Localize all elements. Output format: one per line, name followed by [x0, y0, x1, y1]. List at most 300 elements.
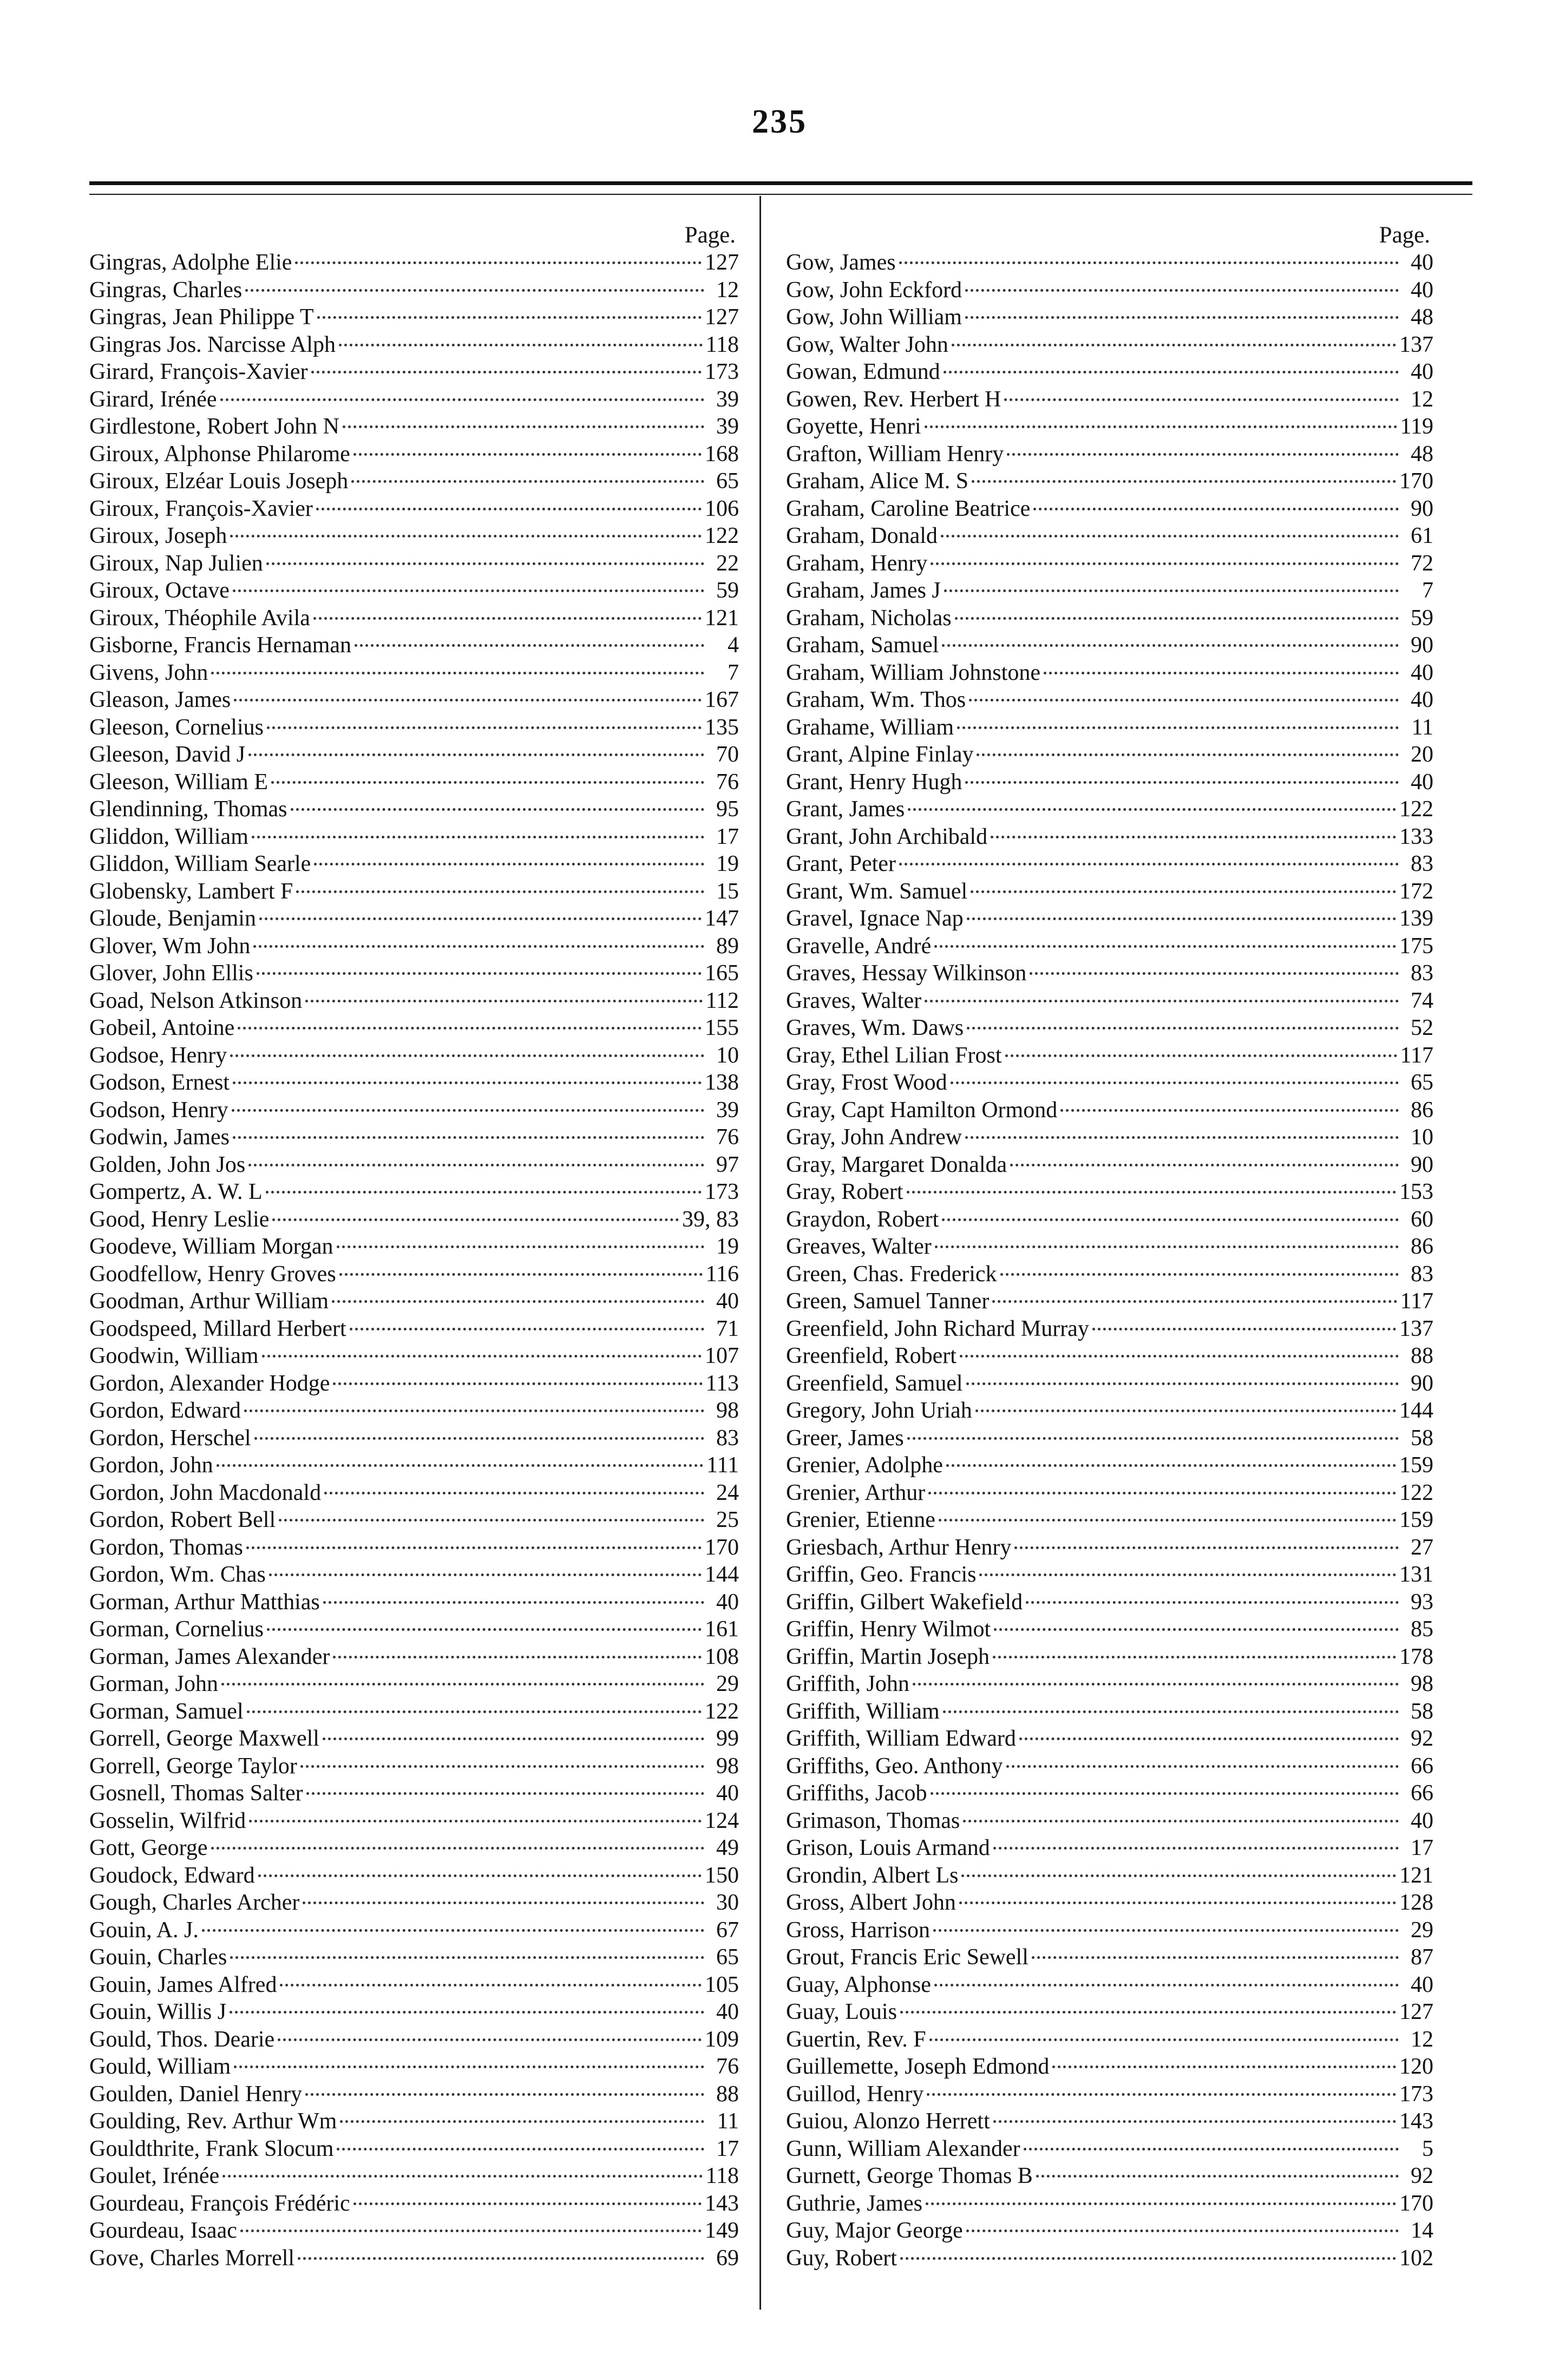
entry-page: 39: [716, 1097, 739, 1123]
entry-name: Gray, Capt Hamilton Ormond: [786, 1097, 1058, 1123]
entry-page: 5: [1422, 2136, 1433, 2161]
dot-leader: [311, 371, 702, 373]
entry-name: Gould, Thos. Dearie: [89, 2027, 275, 2052]
entry-name: Gliddon, William Searle: [89, 851, 311, 876]
index-entry: [89, 2053, 739, 2081]
entry-name: Gleeson, Cornelius: [89, 714, 264, 740]
entry-name: Guy, Robert: [786, 2245, 897, 2271]
dot-leader: [211, 1847, 704, 1850]
index-entry: [89, 441, 739, 468]
index-entry: [89, 1643, 739, 1671]
entry-page: 165: [705, 961, 739, 986]
entry-page: 19: [716, 851, 739, 876]
dot-leader: [1006, 1765, 1399, 1768]
entry-page: 173: [705, 359, 739, 384]
entry-name: Green, Samuel Tanner: [786, 1289, 990, 1314]
entry-name: Giroux, Elzéar Louis Joseph: [89, 469, 349, 494]
dot-leader: [1004, 398, 1399, 401]
dot-leader: [280, 1984, 702, 1986]
entry-name: Good, Henry Leslie: [89, 1207, 270, 1232]
dot-leader: [900, 2011, 1396, 2014]
entry-name: Golden, John Jos: [89, 1152, 246, 1177]
index-entry: [786, 1944, 1433, 1971]
index-entry: [786, 386, 1433, 414]
entry-name: Grant, Henry Hugh: [786, 769, 962, 795]
dot-leader: [248, 1164, 704, 1166]
entry-name: Goodwin, William: [89, 1343, 259, 1368]
dot-leader: [925, 425, 1397, 428]
dot-leader: [240, 2230, 702, 2232]
dot-leader: [1036, 2175, 1399, 2178]
dot-leader: [935, 1245, 1399, 1248]
entry-name: Gray, Margaret Donalda: [786, 1152, 1007, 1177]
entry-page: 144: [1399, 1398, 1433, 1423]
entry-page: 40: [1411, 660, 1433, 685]
entry-page: 175: [1399, 933, 1433, 959]
entry-name: Gorman, Cornelius: [89, 1617, 264, 1642]
dot-leader: [1032, 1956, 1399, 1959]
entry-page: 149: [705, 2218, 739, 2243]
entry-page: 155: [705, 1015, 739, 1040]
entry-page: 133: [1399, 824, 1433, 849]
dot-leader: [1060, 1109, 1399, 1112]
entry-page: 89: [716, 933, 739, 959]
dot-leader: [960, 1355, 1399, 1358]
entry-page: 74: [1411, 988, 1433, 1013]
entry-name: Givens, John: [89, 660, 208, 685]
index-entry: [786, 933, 1433, 960]
entry-name: Gregory, John Uriah: [786, 1398, 972, 1423]
index-entry: [786, 960, 1433, 987]
index-entry: [89, 796, 739, 823]
entry-name: Gordon, Edward: [89, 1398, 241, 1423]
entry-page: 112: [705, 988, 739, 1013]
index-entry: [786, 632, 1433, 659]
entry-page: 10: [716, 1043, 739, 1068]
entry-name: Grant, John Archibald: [786, 824, 988, 849]
entry-name: Goodman, Arthur William: [89, 1289, 329, 1314]
entry-name: Gow, John Eckford: [786, 277, 962, 303]
index-entry: [786, 1643, 1433, 1671]
dot-leader: [278, 2038, 702, 2041]
dot-leader: [337, 2148, 704, 2150]
entry-name: Graves, Wm. Daws: [786, 1015, 964, 1040]
dot-leader: [232, 1109, 704, 1112]
entry-page: 122: [705, 523, 739, 548]
dot-leader: [230, 535, 702, 537]
entry-name: Giroux, Nap Julien: [89, 550, 263, 576]
index-entry: [786, 1561, 1433, 1589]
entry-page: 17: [716, 2136, 739, 2161]
entry-name: Gott, George: [89, 1835, 208, 1860]
index-entry: [786, 1534, 1433, 1562]
entry-name: Griffith, John: [786, 1671, 909, 1696]
dot-leader: [259, 917, 702, 920]
entry-page: 25: [716, 1507, 739, 1532]
entry-page: 143: [1399, 2109, 1433, 2134]
entry-page: 109: [705, 2027, 739, 2052]
index-entry: [786, 1589, 1433, 1616]
index-entry: [89, 304, 739, 331]
index-entry: [89, 2245, 739, 2272]
entry-page: 83: [716, 1425, 739, 1451]
index-entry: [89, 632, 739, 659]
entry-page: 4: [728, 633, 739, 658]
index-entry: [786, 1998, 1433, 2026]
dot-leader: [230, 1956, 704, 1959]
entry-name: Graham, Caroline Beatrice: [786, 496, 1031, 521]
index-entry: [89, 386, 739, 414]
index-entry: [89, 1753, 739, 1780]
dot-leader: [993, 2120, 1396, 2123]
dot-leader: [313, 617, 702, 620]
column-divider: [759, 196, 761, 2310]
entry-page: 48: [1411, 305, 1433, 330]
index-entry: [786, 605, 1433, 632]
entry-page: 122: [1399, 1480, 1433, 1505]
entry-name: Gorrell, George Taylor: [89, 1753, 297, 1779]
entry-page: 7: [1422, 578, 1433, 603]
dot-leader: [202, 1929, 704, 1932]
entry-name: Graham, Nicholas: [786, 605, 952, 631]
index-entry: [89, 1534, 739, 1562]
entry-name: Griffin, Martin Joseph: [786, 1644, 990, 1669]
dot-leader: [262, 1355, 702, 1358]
entry-page: 117: [1400, 1043, 1433, 1068]
dot-leader: [934, 945, 1396, 948]
entry-page: 98: [1411, 1671, 1433, 1696]
entry-page: 71: [716, 1316, 739, 1341]
index-entry: [89, 1971, 739, 1999]
dot-leader: [279, 1519, 704, 1522]
entry-name: Graham, Henry: [786, 550, 928, 576]
dot-leader: [233, 1136, 704, 1139]
index-entry: [786, 1370, 1433, 1398]
entry-name: Girdlestone, Robert John N: [89, 414, 339, 439]
dot-leader: [266, 1191, 702, 1194]
dot-leader: [339, 344, 703, 346]
dot-leader: [971, 890, 1396, 893]
entry-name: Gourdeau, Isaac: [89, 2218, 237, 2243]
entry-page: 120: [1399, 2054, 1433, 2079]
entry-page: 95: [716, 797, 739, 822]
entry-name: Grafton, William Henry: [786, 441, 1004, 467]
entry-page: 40: [1411, 1808, 1433, 1833]
index-entry: [786, 1670, 1433, 1698]
entry-page: 139: [1399, 906, 1433, 931]
entry-page: 173: [1399, 2081, 1433, 2107]
entry-name: Goodfellow, Henry Groves: [89, 1261, 336, 1287]
index-entry: [786, 2081, 1433, 2108]
entry-name: Globensky, Lambert F: [89, 878, 293, 904]
entry-page: 93: [1411, 1589, 1433, 1615]
dot-leader: [1010, 1164, 1399, 1166]
dot-leader: [941, 535, 1399, 537]
index-entry: [89, 1315, 739, 1343]
dot-leader: [908, 808, 1396, 811]
entry-name: Graham, Donald: [786, 523, 938, 548]
index-entry: [89, 1862, 739, 1890]
entry-page: 76: [716, 1125, 739, 1150]
index-entry: [786, 2053, 1433, 2081]
entry-page: 107: [705, 1343, 739, 1368]
index-entry: [89, 1589, 739, 1616]
entry-page: 161: [705, 1617, 739, 1642]
index-entry: [89, 2217, 739, 2245]
entry-name: Gray, Ethel Lilian Frost: [786, 1043, 1002, 1068]
entry-name: Grenier, Etienne: [786, 1507, 935, 1532]
index-entry: [786, 1807, 1433, 1835]
entry-page: 65: [716, 1945, 739, 1970]
dot-leader: [931, 1792, 1399, 1795]
entry-page: 83: [1411, 851, 1433, 876]
index-entry: [786, 1834, 1433, 1862]
entry-name: Godsoe, Henry: [89, 1043, 227, 1068]
entry-page: 111: [706, 1453, 739, 1478]
index-entry: [786, 1889, 1433, 1917]
dot-leader: [907, 1437, 1399, 1440]
dot-leader: [993, 1847, 1399, 1850]
entry-name: Gravel, Ignace Nap: [786, 906, 964, 931]
entry-page: 40: [716, 1589, 739, 1615]
index-entry: [89, 1670, 739, 1698]
entry-name: Graves, Hessay Wilkinson: [786, 961, 1027, 986]
dot-leader: [967, 1027, 1399, 1030]
entry-page: 22: [716, 550, 739, 576]
entry-name: Gove, Charles Morrell: [89, 2245, 295, 2271]
index-entry: [786, 1151, 1433, 1179]
dot-leader: [965, 289, 1399, 292]
entry-page: 144: [705, 1562, 739, 1587]
dot-leader: [291, 808, 704, 811]
entry-name: Graham, Alice M. S: [786, 469, 969, 494]
index-entry: [89, 1206, 739, 1234]
dot-leader: [249, 1820, 702, 1822]
entry-name: Gouin, James Alfred: [89, 1972, 277, 1997]
dot-leader: [333, 1382, 702, 1385]
dot-leader: [296, 890, 704, 893]
entry-name: Gingras, Jean Philippe T: [89, 305, 314, 330]
index-entry: [786, 1425, 1433, 1452]
entry-name: Goyette, Henri: [786, 414, 921, 439]
dot-leader: [972, 480, 1396, 483]
index-entry: [786, 1315, 1433, 1343]
entry-name: Grant, Wm. Samuel: [786, 878, 968, 904]
index-entry: [786, 2245, 1433, 2272]
index-entry: [786, 1725, 1433, 1753]
index-entry: [89, 1261, 739, 1288]
entry-name: Guy, Major George: [786, 2218, 963, 2243]
entry-name: Greenfield, John Richard Murray: [786, 1316, 1089, 1341]
index-entry: [786, 659, 1433, 687]
entry-page: 83: [1411, 1261, 1433, 1287]
dot-leader: [248, 753, 704, 756]
entry-page: 76: [716, 2054, 739, 2079]
entry-page: 150: [705, 1863, 739, 1888]
dot-leader: [267, 726, 702, 729]
index-entry: [89, 468, 739, 495]
entry-page: 40: [1411, 769, 1433, 795]
index-entry: [89, 495, 739, 523]
entry-name: Graham, Wm. Thos: [786, 687, 966, 712]
dot-leader: [939, 1519, 1396, 1522]
index-entry: [89, 2108, 739, 2135]
index-entry: [786, 304, 1433, 331]
dot-leader: [246, 1546, 702, 1549]
entry-page: 66: [1411, 1781, 1433, 1806]
entry-page: 159: [1399, 1507, 1433, 1532]
dot-leader: [1033, 508, 1399, 510]
index-entry: [89, 2081, 739, 2108]
entry-page: 17: [716, 824, 739, 849]
index-entry: [786, 2190, 1433, 2218]
dot-leader: [1030, 972, 1399, 975]
dot-leader: [220, 398, 704, 401]
entry-page: 70: [716, 742, 739, 767]
index-entry: [89, 1397, 739, 1425]
entry-name: Gorman, Samuel: [89, 1699, 244, 1724]
entry-page: 90: [1411, 1152, 1433, 1177]
dot-leader: [900, 2257, 1396, 2260]
dot-leader: [1052, 2066, 1396, 2068]
index-entry: [89, 2135, 739, 2163]
entry-name: Gouin, Charles: [89, 1945, 227, 1970]
entry-name: Greenfield, Samuel: [786, 1371, 963, 1396]
entry-page: 58: [1411, 1425, 1433, 1451]
entry-page: 168: [705, 441, 739, 467]
entry-page: 138: [705, 1070, 739, 1095]
dot-leader: [1024, 2148, 1399, 2150]
dot-leader: [305, 1000, 702, 1002]
entry-page: 135: [705, 714, 739, 740]
index-entry: [786, 1452, 1433, 1479]
entry-name: Gross, Albert John: [786, 1890, 956, 1915]
entry-page: 102: [1399, 2245, 1433, 2271]
entry-page: 128: [1399, 1890, 1433, 1915]
index-entry: [89, 741, 739, 769]
index-entry: [786, 2217, 1433, 2245]
entry-name: Graves, Walter: [786, 988, 922, 1013]
index-entry: [89, 1042, 739, 1070]
entry-name: Gingras Jos. Narcisse Alph: [89, 332, 336, 357]
entry-name: Grenier, Arthur: [786, 1480, 926, 1505]
entry-name: Graham, Samuel: [786, 633, 939, 658]
index-entry: [89, 249, 739, 277]
dot-leader: [1026, 1601, 1399, 1604]
index-entry: [89, 1014, 739, 1042]
dot-leader: [272, 1218, 679, 1221]
index-entry: [89, 1998, 739, 2026]
index-entry: [786, 878, 1433, 906]
index-entry: [89, 1233, 739, 1261]
entry-name: Grant, Alpine Finlay: [786, 742, 974, 767]
dot-leader: [965, 1136, 1399, 1139]
index-entry: [89, 1479, 739, 1507]
entry-page: 90: [1411, 633, 1433, 658]
entry-name: Griffiths, Geo. Anthony: [786, 1753, 1003, 1779]
dot-leader: [233, 589, 704, 592]
index-entry: [89, 1780, 739, 1807]
entry-name: Greaves, Walter: [786, 1234, 932, 1259]
dot-leader: [221, 1683, 704, 1686]
entry-page: 118: [705, 332, 739, 357]
index-entry: [89, 659, 739, 687]
index-entry: [89, 1889, 739, 1917]
entry-page: 76: [716, 769, 739, 795]
entry-page: 52: [1411, 1015, 1433, 1040]
index-entry: [786, 1097, 1433, 1124]
entry-page: 72: [1411, 550, 1433, 576]
index-entry: [786, 522, 1433, 550]
dot-leader: [1005, 1054, 1397, 1057]
entry-page: 10: [1411, 1125, 1433, 1150]
entry-name: Gingras, Charles: [89, 277, 243, 303]
dot-leader: [340, 2120, 704, 2123]
entry-page: 116: [705, 1261, 739, 1287]
entry-name: Gouin, A. J.: [89, 1917, 199, 1943]
dot-leader: [943, 1710, 1399, 1713]
index-entry: [89, 769, 739, 796]
index-entry: [89, 2026, 739, 2054]
dot-leader: [951, 1081, 1399, 1084]
entry-page: 90: [1411, 1371, 1433, 1396]
entry-name: Gurnett, George Thomas B: [786, 2163, 1033, 2188]
index-entry: [786, 495, 1433, 523]
index-entry: [89, 1698, 739, 1726]
entry-page: 40: [1411, 1972, 1433, 1997]
dot-leader: [959, 1902, 1396, 1904]
index-entry: [786, 249, 1433, 277]
dot-leader: [977, 753, 1399, 756]
entry-name: Goulding, Rev. Arthur Wm: [89, 2109, 337, 2134]
entry-page: 12: [1411, 386, 1433, 412]
dot-leader: [244, 1409, 704, 1412]
entry-page: 88: [1411, 1343, 1433, 1368]
entry-page: 15: [716, 878, 739, 904]
index-entry: [89, 2162, 739, 2190]
entry-page: 127: [705, 250, 739, 275]
entry-page: 118: [705, 2163, 739, 2188]
dot-leader: [332, 1300, 704, 1303]
entry-name: Gow, John William: [786, 305, 962, 330]
entry-list: [89, 249, 739, 2272]
entry-name: Grout, Francis Eric Sewell: [786, 1945, 1029, 1970]
dot-leader: [247, 1710, 702, 1713]
index-entry: [786, 769, 1433, 796]
index-entry: [89, 2190, 739, 2218]
entry-name: Gompertz, A. W. L: [89, 1179, 263, 1204]
entry-page: 24: [716, 1480, 739, 1505]
entry-name: Girard, Irénée: [89, 386, 217, 412]
index-entry: [89, 1178, 739, 1206]
index-entry: [786, 277, 1433, 304]
entry-page: 29: [1411, 1917, 1433, 1943]
entry-name: Gorman, James Alexander: [89, 1644, 330, 1669]
entry-name: Guiou, Alonzo Herrett: [786, 2109, 990, 2134]
dot-leader: [323, 1601, 704, 1604]
entry-page: 90: [1411, 496, 1433, 521]
dot-leader: [252, 836, 704, 838]
dot-leader: [350, 1328, 704, 1330]
dot-leader: [355, 644, 704, 647]
entry-page: 106: [705, 496, 739, 521]
entry-name: Girard, François-Xavier: [89, 359, 308, 384]
index-entry: [786, 1698, 1433, 1726]
index-entry: [89, 933, 739, 960]
index-entry: [786, 1014, 1433, 1042]
dot-leader: [245, 289, 704, 292]
entry-page: 117: [1400, 1289, 1433, 1314]
